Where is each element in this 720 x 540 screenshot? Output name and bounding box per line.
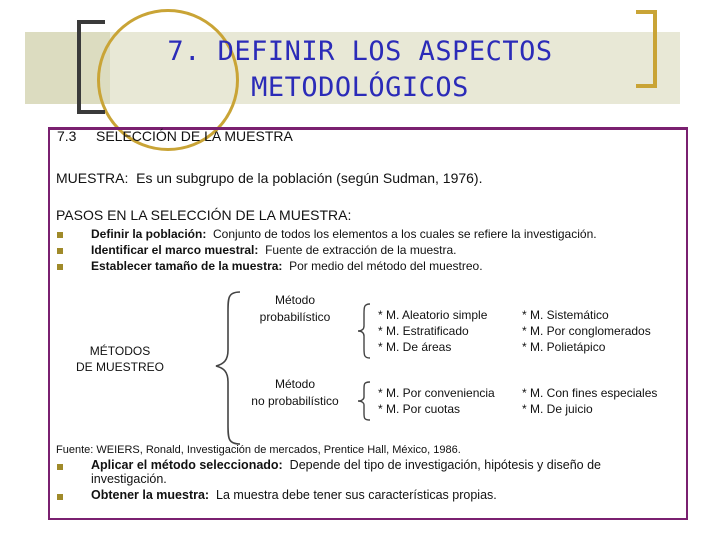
list-item (91, 258, 483, 274)
title-line-1: 7. DEFINIR LOS ASPECTOS (167, 36, 553, 67)
list-item: * M. De juicio (522, 402, 593, 416)
list-item: * M. Por conveniencia (378, 386, 495, 400)
bullet-icon (57, 232, 63, 238)
step-bold: Establecer tamaño de la muestra: (91, 259, 283, 273)
bullet-icon (57, 264, 63, 270)
final-step-bold: Obtener la muestra: (91, 488, 210, 502)
final-step-text-continued: investigación. (91, 472, 167, 486)
list-item: * M. Aleatorio simple (378, 308, 488, 322)
list-item (91, 488, 497, 502)
list-item: * M. Con fines especiales (522, 386, 658, 400)
probabilistic-line-1: Método (274, 293, 316, 307)
source-citation: Fuente: WEIERS, Ronald, Investigación de mercados, Prentice Hall, México, 1986. (56, 444, 461, 456)
step-text: Por medio del método del muestreo. (289, 259, 483, 273)
step-text: Fuente de extracción de la muestra. (265, 243, 457, 257)
final-step-bold: Aplicar el método seleccionado: (91, 458, 283, 472)
methods-label (60, 343, 180, 375)
list-item (91, 226, 597, 242)
non-probabilistic-brace-icon (356, 380, 374, 422)
non-probabilistic-list-2 (522, 385, 657, 417)
step-bold: Identificar el marco muestral: (91, 243, 259, 257)
slide-title (100, 34, 620, 106)
non-probabilistic-line-2: no probabilístico (251, 394, 339, 408)
bullet-icon (57, 248, 63, 254)
methods-label-line-2: DE MUESTREO (75, 360, 164, 374)
probabilistic-list-1 (378, 307, 487, 355)
final-step-text: Depende del tipo de investigación, hipótesis y diseño de (289, 458, 601, 472)
list-item: * M. Polietápico (522, 340, 606, 354)
list-item: * M. Estratificado (378, 324, 469, 338)
right-bracket-decoration (636, 10, 657, 88)
definition-text: Es un subgrupo de la población (según Sudman, 1976). (136, 170, 483, 186)
list-item: * M. De áreas (378, 340, 452, 354)
definition (56, 170, 482, 186)
list-item (91, 458, 691, 486)
definition-term: MUESTRA: (56, 170, 129, 186)
step-text: Conjunto de todos los elementos a los cuales se refiere la investigación. (213, 227, 597, 241)
step-bold: Definir la población: (91, 227, 207, 241)
bullet-icon (57, 494, 63, 500)
non-probabilistic-method (236, 376, 354, 410)
list-item: * M. Por conglomerados (522, 324, 651, 338)
probabilistic-method (236, 292, 354, 326)
final-step-text: La muestra debe tener sus características propias. (216, 488, 497, 502)
methods-label-line-1: MÉTODOS (89, 344, 151, 358)
list-item: * M. Por cuotas (378, 402, 461, 416)
non-probabilistic-line-1: Método (274, 377, 316, 391)
non-probabilistic-list-1 (378, 385, 495, 417)
probabilistic-list-2 (522, 307, 651, 355)
bullet-icon (57, 464, 63, 470)
section-title: SELECCIÓN DE LA MUESTRA (96, 128, 293, 144)
list-item: * M. Sistemático (522, 308, 609, 322)
section-number: 7.3 (57, 128, 77, 144)
probabilistic-brace-icon (356, 302, 374, 360)
title-line-2: METODOLÓGICOS (251, 72, 469, 103)
list-item (91, 242, 457, 258)
steps-heading: PASOS EN LA SELECCIÓN DE LA MUESTRA: (56, 207, 352, 223)
probabilistic-line-2: probabilístico (259, 310, 331, 324)
